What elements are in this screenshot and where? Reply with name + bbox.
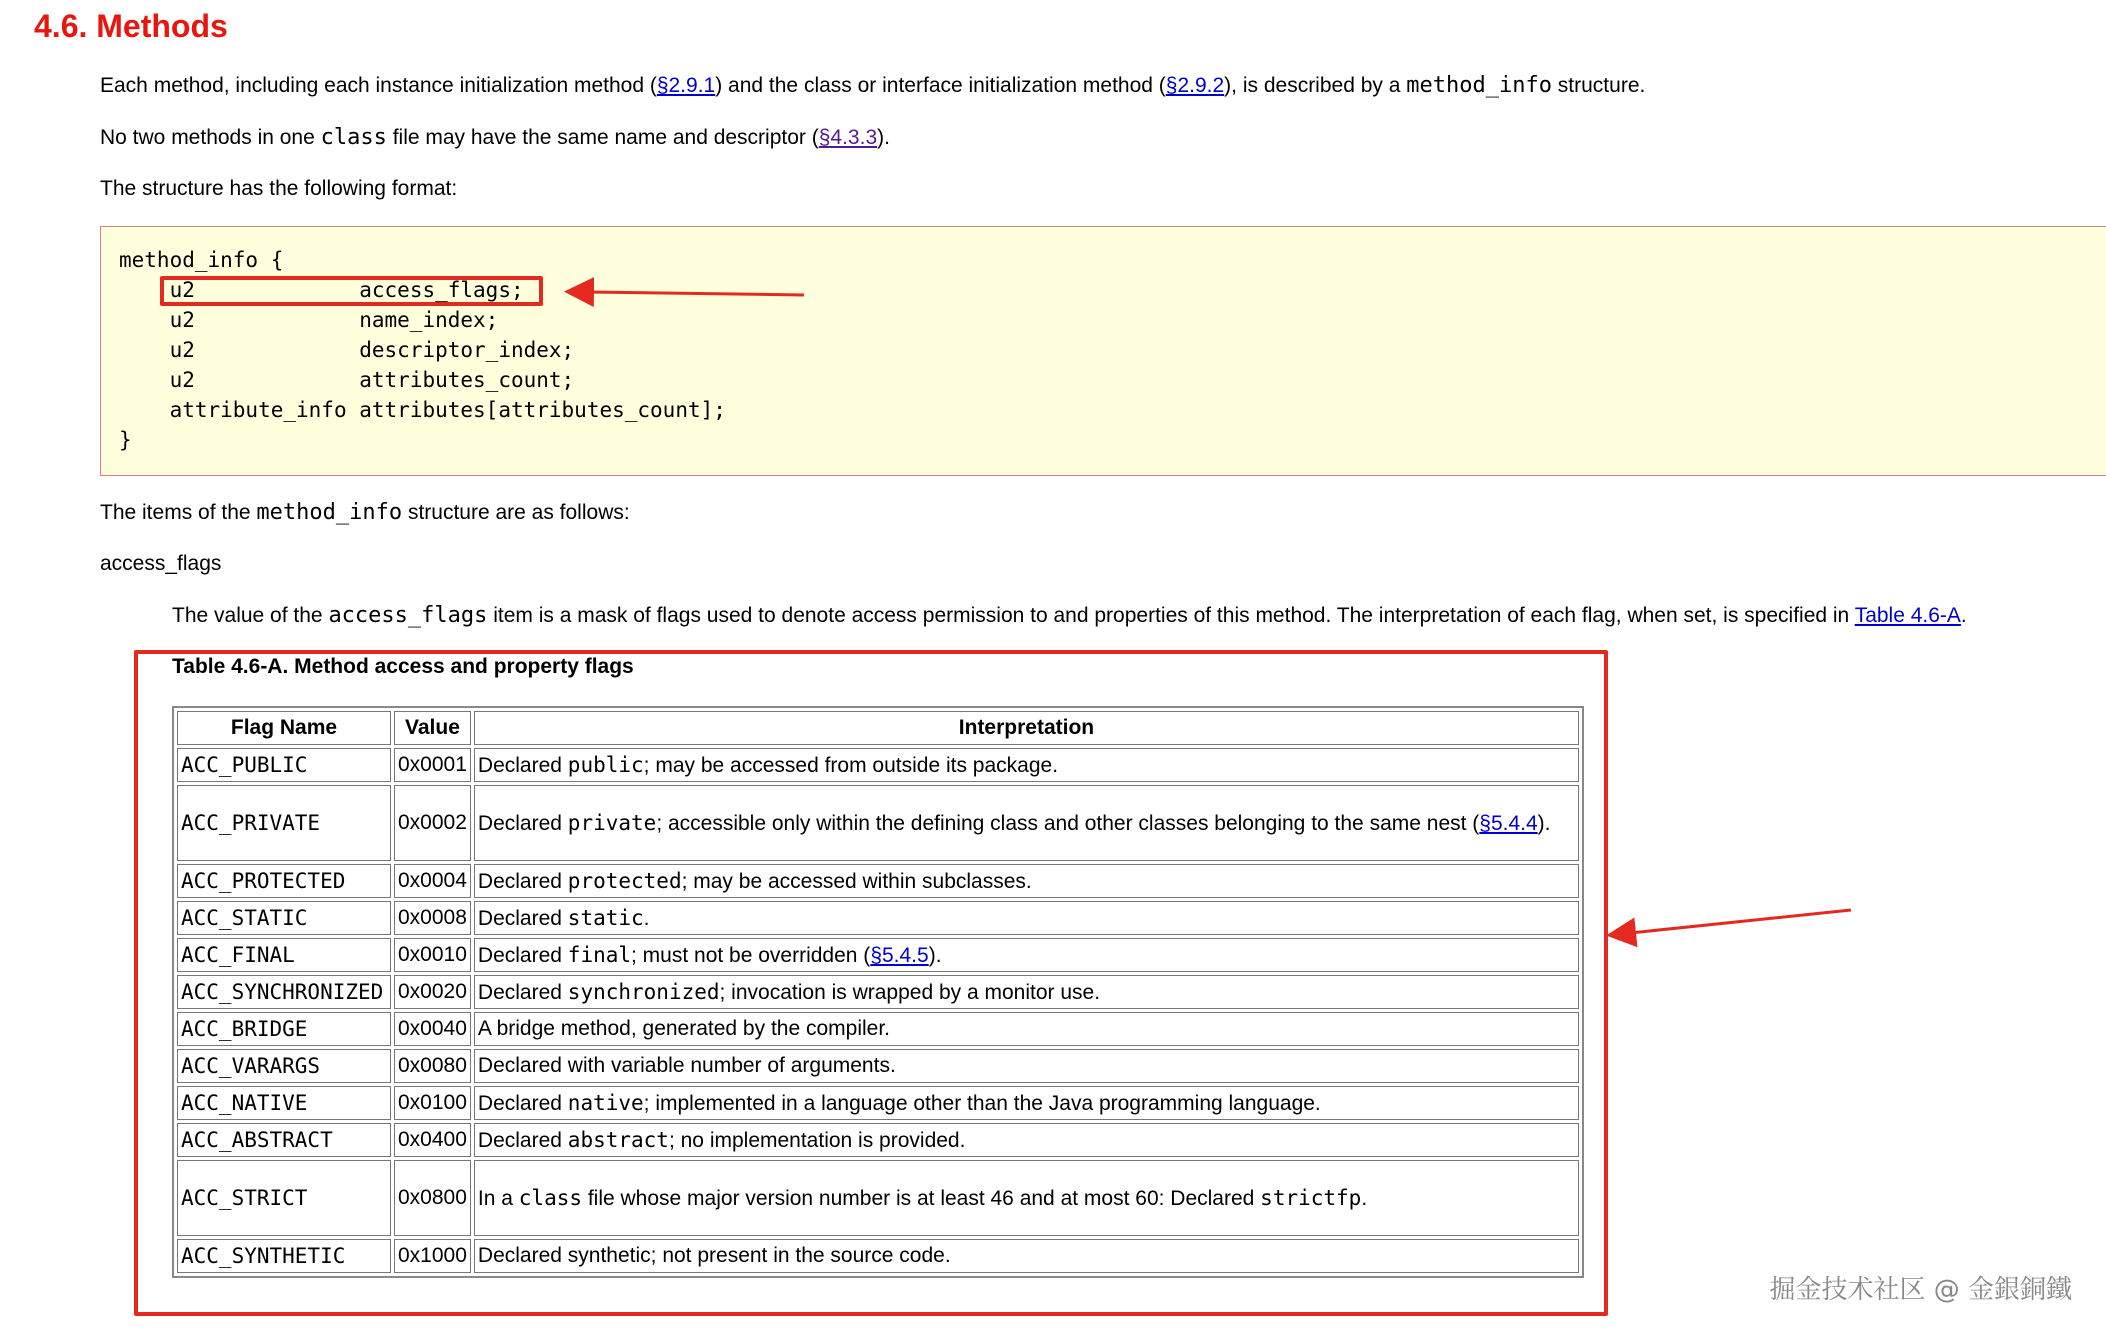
- section-title: 4.6. Methods: [34, 8, 228, 44]
- flag-value-cell: 0x0010: [394, 938, 471, 972]
- name-descriptor-paragraph: [100, 125, 890, 150]
- flag-value-cell: 0x0080: [394, 1049, 471, 1083]
- highlight-access-flags-line: [160, 276, 543, 306]
- text: ), is described by a: [1224, 74, 1407, 97]
- flag-name-cell: ACC_STRICT: [177, 1160, 391, 1236]
- text: Each method, including each instance initialization method (: [100, 74, 657, 97]
- highlight-flags-table: [134, 650, 1608, 1316]
- text: ; no implementation is provided.: [668, 1128, 966, 1152]
- text: ; must not be overridden (: [631, 943, 871, 967]
- flag-value-cell: 0x0008: [394, 901, 471, 935]
- inline-code: static: [567, 905, 644, 930]
- flag-value-cell: 0x1000: [394, 1239, 471, 1273]
- link-4-3-3[interactable]: §4.3.3: [818, 126, 878, 149]
- inline-code: final: [567, 942, 632, 967]
- flag-name-cell: ACC_BRIDGE: [177, 1012, 391, 1046]
- flag-name-cell: ACC_VARARGS: [177, 1049, 391, 1083]
- items-intro: [100, 500, 630, 525]
- flag-name-cell: ACC_NATIVE: [177, 1086, 391, 1120]
- text: Declared: [477, 1091, 568, 1115]
- flag-name-cell: ACC_PROTECTED: [177, 864, 391, 898]
- text: ).: [1537, 811, 1551, 835]
- link-2-9-2[interactable]: §2.9.2: [1165, 74, 1225, 97]
- text: item is a mask of flags used to denote access permission to and properties of this method. The interpretation of each flag, when set, is specified in: [487, 604, 1855, 627]
- watermark: 掘金技术社区 @ 金銀銅鐵: [1769, 1275, 2072, 1305]
- flag-name-cell: ACC_SYNTHETIC: [177, 1239, 391, 1273]
- inline-code: strictfp: [1260, 1185, 1362, 1210]
- text: The items of the: [100, 501, 257, 524]
- code-text: method_info { u2 access_flags; u2 name_index; u2 descriptor_index; u2 attributes_count; attribute_info attributes[attributes_count]; }: [119, 248, 726, 452]
- flag-name-cell: ACC_PRIVATE: [177, 785, 391, 861]
- text: Declared: [477, 869, 568, 893]
- flag-name-cell: ACC_STATIC: [177, 901, 391, 935]
- text: A bridge method, generated by the compiler.: [477, 1017, 891, 1040]
- text: file whose major version number is at least 46 and at most 60: Declared: [582, 1186, 1261, 1210]
- text: structure are as follows:: [402, 501, 630, 524]
- structure-code-block: [100, 226, 2106, 476]
- flag-value-cell: 0x0002: [394, 785, 471, 861]
- inline-code: access_flags: [328, 603, 488, 628]
- flag-value-cell: 0x0020: [394, 975, 471, 1009]
- text: Declared: [477, 1128, 568, 1152]
- section-link[interactable]: §5.4.5: [870, 943, 929, 967]
- text: In a: [477, 1186, 519, 1210]
- inline-code: method_info: [256, 500, 403, 525]
- inline-code: protected: [567, 868, 682, 893]
- header-interpretation: Interpretation: [474, 711, 1579, 745]
- inline-code: class: [518, 1185, 582, 1210]
- text: No two methods in one: [100, 126, 321, 149]
- text: Declared synthetic; not present in the source code.: [477, 1244, 951, 1267]
- text: Declared: [477, 753, 568, 777]
- text: ; invocation is wrapped by a monitor use.: [719, 980, 1101, 1004]
- text: Declared: [477, 943, 568, 967]
- inline-code: method_info: [1406, 73, 1552, 98]
- text: ; may be accessed within subclasses.: [681, 869, 1032, 893]
- term-access-flags: access_flags: [100, 552, 222, 575]
- inline-code: native: [567, 1090, 644, 1115]
- flag-value-cell: 0x0400: [394, 1123, 471, 1157]
- table-caption: Table 4.6-A. Method access and property flags: [172, 655, 634, 678]
- flag-name-cell: ACC_FINAL: [177, 938, 391, 972]
- text: .: [1361, 1186, 1368, 1210]
- text: ).: [877, 126, 890, 149]
- flag-value-cell: 0x0100: [394, 1086, 471, 1120]
- text: file may have the same name and descriptor (: [386, 126, 819, 149]
- text: Declared: [477, 906, 568, 930]
- arrow-to-flags-table: [1630, 910, 1851, 933]
- text: The value of the: [172, 604, 329, 627]
- flag-name-cell: ACC_PUBLIC: [177, 748, 391, 782]
- inline-code: public: [567, 752, 644, 777]
- text: structure.: [1551, 74, 1646, 97]
- text: ; implemented in a language other than the Java programming language.: [643, 1091, 1321, 1115]
- flag-name-cell: ACC_ABSTRACT: [177, 1123, 391, 1157]
- access-flags-description: [172, 603, 1967, 628]
- text: ) and the class or interface initialization method (: [715, 74, 1166, 97]
- inline-code: synchronized: [567, 979, 720, 1004]
- inline-code: abstract: [567, 1127, 669, 1152]
- text: ; accessible only within the defining class and other classes belonging to the same nest (: [656, 811, 1480, 835]
- flag-name-cell: ACC_SYNCHRONIZED: [177, 975, 391, 1009]
- text: ; may be accessed from outside its package.: [643, 753, 1059, 777]
- header-flag-name: Flag Name: [177, 711, 391, 745]
- section-link[interactable]: §5.4.4: [1479, 811, 1538, 835]
- header-value: Value: [394, 711, 471, 745]
- format-intro: The structure has the following format:: [100, 177, 458, 200]
- intro-paragraph: [100, 73, 1645, 98]
- text: .: [1960, 604, 1967, 627]
- flag-value-cell: 0x0004: [394, 864, 471, 898]
- text: Declared with variable number of arguments.: [477, 1054, 896, 1077]
- flag-value-cell: 0x0040: [394, 1012, 471, 1046]
- link-table-4-6-a[interactable]: Table 4.6-A: [1854, 604, 1961, 627]
- text: .: [643, 906, 650, 930]
- flag-value-cell: 0x0001: [394, 748, 471, 782]
- text: Declared: [477, 811, 568, 835]
- link-2-9-1[interactable]: §2.9.1: [656, 74, 716, 97]
- inline-code: class: [320, 125, 387, 150]
- flag-value-cell: 0x0800: [394, 1160, 471, 1236]
- text: ).: [928, 943, 942, 967]
- text: Declared: [477, 980, 568, 1004]
- inline-code: private: [567, 810, 657, 835]
